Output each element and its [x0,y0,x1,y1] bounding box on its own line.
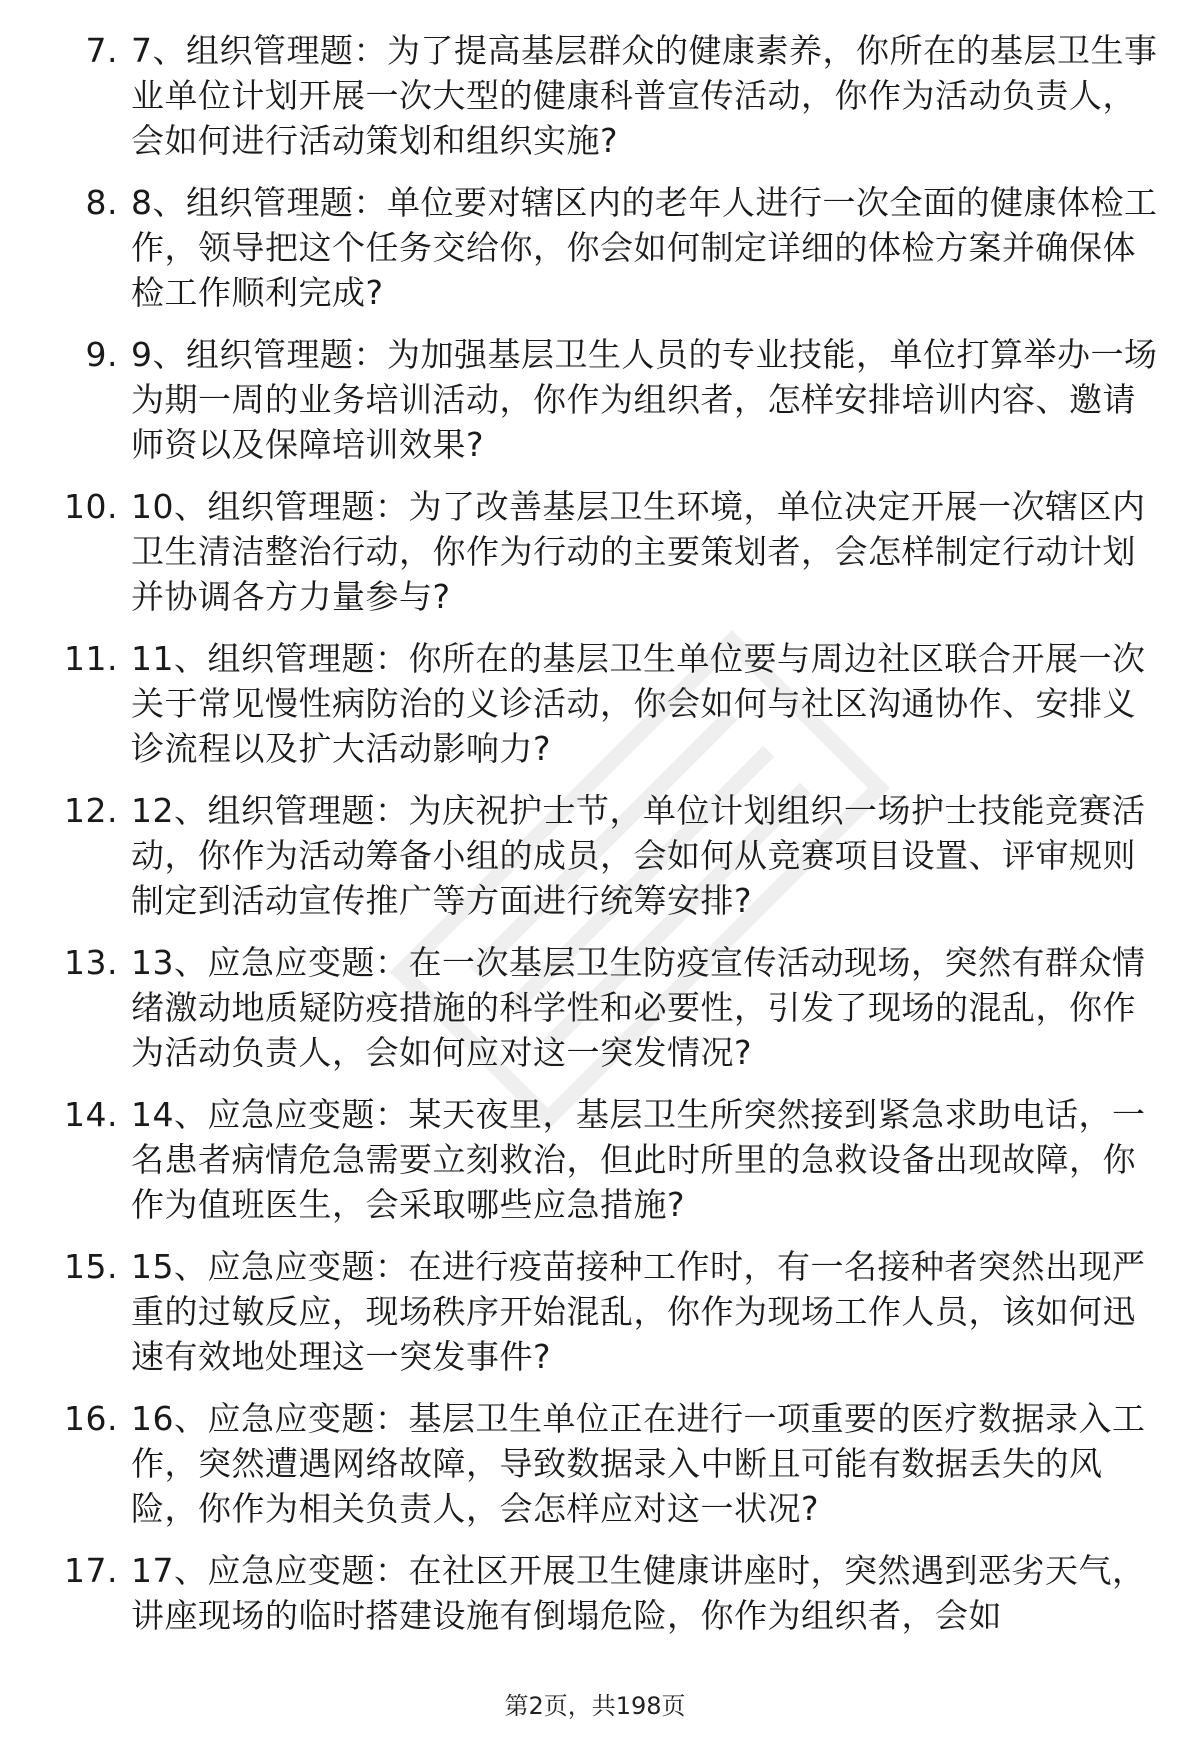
list-item [0,636,1190,771]
list-item [0,940,1190,1075]
item-text: 9、组织管理题：为加强基层卫生人员的专业技能，单位打算举办一场为期一周的业务培训活动，你作为组织者，怎样安排培训内容、邀请师资以及保障培训效果? [131,335,1158,464]
item-number: 9. [85,335,118,374]
item-number: 10. [64,487,118,526]
list-item [0,1548,1190,1638]
question-list [0,28,1190,1655]
item-number: 16. [64,1399,118,1438]
item-text: 11、组织管理题：你所在的基层卫生单位要与周边社区联合开展一次关于常见慢性病防治的义诊活动，你会如何与社区沟通协作、安排义诊流程以及扩大活动影响力? [131,639,1146,768]
item-text: 8、组织管理题：单位要对辖区内的老年人进行一次全面的健康体检工作，领导把这个任务交给你，你会如何制定详细的体检方案并确保体检工作顺利完成? [131,183,1158,312]
list-item [0,1396,1190,1531]
list-item [0,28,1190,163]
item-text: 10、组织管理题：为了改善基层卫生环境，单位决定开展一次辖区内卫生清洁整治行动，你作为行动的主要策划者，会怎样制定行动计划并协调各方力量参与? [131,487,1146,616]
item-number: 8. [85,183,118,222]
item-number: 13. [64,943,118,982]
list-item [0,788,1190,923]
item-text: 16、应急应变题：基层卫生单位正在进行一项重要的医疗数据录入工作，突然遭遇网络故障，导致数据录入中断且可能有数据丢失的风险，你作为相关负责人，会怎样应对这一状况? [131,1399,1146,1528]
list-item [0,484,1190,619]
page-number: 第2页，共198页 [504,1692,686,1720]
item-number: 15. [64,1247,118,1286]
list-item [0,332,1190,467]
list-item [0,1244,1190,1379]
item-number: 14. [64,1095,118,1134]
item-text: 13、应急应变题：在一次基层卫生防疫宣传活动现场，突然有群众情绪激动地质疑防疫措施的科学性和必要性，引发了现场的混乱，你作为活动负责人，会如何应对这一突发情况? [131,943,1146,1072]
item-number: 17. [64,1551,118,1590]
list-item [0,180,1190,315]
item-number: 11. [64,639,118,678]
item-text: 14、应急应变题：某天夜里，基层卫生所突然接到紧急求助电话，一名患者病情危急需要立刻救治，但此时所里的急救设备出现故障，你作为值班医生，会采取哪些应急措施? [131,1095,1146,1224]
item-number: 7. [85,31,118,70]
item-number: 12. [64,791,118,830]
item-text: 7、组织管理题：为了提高基层群众的健康素养，你所在的基层卫生事业单位计划开展一次大型的健康科普宣传活动，你作为活动负责人，会如何进行活动策划和组织实施? [131,31,1158,160]
item-text: 15、应急应变题：在进行疫苗接种工作时，有一名接种者突然出现严重的过敏反应，现场秩序开始混乱，你作为现场工作人员，该如何迅速有效地处理这一突发事件? [131,1247,1146,1376]
list-item [0,1092,1190,1227]
item-text: 17、应急应变题：在社区开展卫生健康讲座时，突然遇到恶劣天气，讲座现场的临时搭建设施有倒塌危险，你作为组织者，会如 [131,1551,1146,1635]
item-text: 12、组织管理题：为庆祝护士节，单位计划组织一场护士技能竞赛活动，你作为活动筹备小组的成员，会如何从竞赛项目设置、评审规则制定到活动宣传推广等方面进行统筹安排? [131,791,1146,920]
